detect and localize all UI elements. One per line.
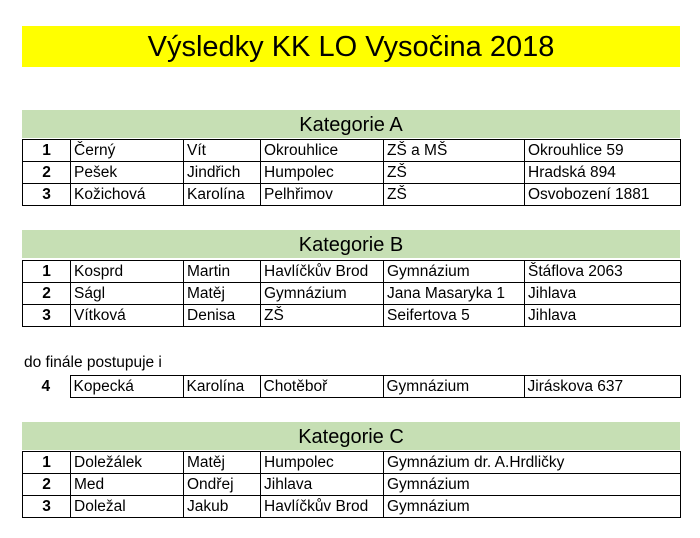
name-cell: Karolína bbox=[184, 184, 261, 206]
surname-cell: Kožichová bbox=[71, 184, 184, 206]
address-cell: Jihlava bbox=[525, 305, 681, 327]
rank-cell: 1 bbox=[23, 261, 71, 283]
name-cell: Vít bbox=[184, 140, 261, 162]
surname-cell: Kosprd bbox=[71, 261, 184, 283]
city-cell: Humpolec bbox=[261, 162, 384, 184]
city-cell: Humpolec bbox=[261, 452, 384, 474]
finals-note: do finále postupuje i bbox=[24, 354, 162, 371]
table-row bbox=[22, 376, 680, 398]
surname-cell: Kopecká bbox=[70, 376, 183, 398]
school-cell: Gymnázium dr. A.Hrdličky bbox=[384, 452, 681, 474]
city-cell: Jihlava bbox=[261, 474, 384, 496]
surname-cell: Ságl bbox=[71, 283, 184, 305]
rank-cell: 2 bbox=[23, 474, 71, 496]
category-c-heading: Kategorie C bbox=[22, 422, 680, 450]
city-cell: Okrouhlice bbox=[261, 140, 384, 162]
school-cell: Gymnázium bbox=[383, 376, 524, 398]
rank-cell: 1 bbox=[23, 140, 71, 162]
category-a-table bbox=[22, 139, 681, 206]
category-b-heading: Kategorie B bbox=[22, 230, 680, 258]
rank-cell: 3 bbox=[23, 184, 71, 206]
city-cell: Havlíčkův Brod bbox=[261, 261, 384, 283]
rank-cell: 3 bbox=[23, 305, 71, 327]
table-row bbox=[23, 261, 681, 283]
table-row bbox=[23, 184, 681, 206]
school-cell: Gymnázium bbox=[384, 496, 681, 518]
school-cell: Gymnázium bbox=[384, 474, 681, 496]
surname-cell: Černý bbox=[71, 140, 184, 162]
name-cell: Denisa bbox=[184, 305, 261, 327]
name-cell: Matěj bbox=[184, 283, 261, 305]
name-cell: Matěj bbox=[184, 452, 261, 474]
rank-cell: 3 bbox=[23, 496, 71, 518]
surname-cell: Pešek bbox=[71, 162, 184, 184]
school-cell: ZŠ bbox=[384, 184, 525, 206]
school-cell: ZŠ a MŠ bbox=[384, 140, 525, 162]
table-row bbox=[23, 162, 681, 184]
table-row bbox=[23, 452, 681, 474]
rank-cell: 2 bbox=[23, 283, 71, 305]
address-cell: Osvobození 1881 bbox=[525, 184, 681, 206]
table-row bbox=[23, 496, 681, 518]
address-cell: Jiráskova 637 bbox=[524, 376, 680, 398]
name-cell: Jindřich bbox=[184, 162, 261, 184]
name-cell: Ondřej bbox=[184, 474, 261, 496]
category-b-table bbox=[22, 260, 681, 327]
rank-cell: 4 bbox=[22, 376, 70, 398]
city-cell: Pelhřimov bbox=[261, 184, 384, 206]
surname-cell: Doležálek bbox=[71, 452, 184, 474]
category-c-table bbox=[22, 451, 681, 518]
surname-cell: Med bbox=[71, 474, 184, 496]
table-row bbox=[23, 283, 681, 305]
address-cell: Hradská 894 bbox=[525, 162, 681, 184]
school-cell: Seifertova 5 bbox=[384, 305, 525, 327]
rank-cell: 2 bbox=[23, 162, 71, 184]
table-row bbox=[23, 140, 681, 162]
name-cell: Martin bbox=[184, 261, 261, 283]
address-cell: Okrouhlice 59 bbox=[525, 140, 681, 162]
page-title: Výsledky KK LO Vysočina 2018 bbox=[22, 26, 680, 67]
city-cell: Gymnázium bbox=[261, 283, 384, 305]
school-cell: ZŠ bbox=[384, 162, 525, 184]
city-cell: ZŠ bbox=[261, 305, 384, 327]
surname-cell: Vítková bbox=[71, 305, 184, 327]
city-cell: Chotěboř bbox=[260, 376, 383, 398]
table-row bbox=[23, 305, 681, 327]
school-cell: Gymnázium bbox=[384, 261, 525, 283]
name-cell: Karolína bbox=[183, 376, 260, 398]
surname-cell: Doležal bbox=[71, 496, 184, 518]
table-row bbox=[23, 474, 681, 496]
rank-cell: 1 bbox=[23, 452, 71, 474]
name-cell: Jakub bbox=[184, 496, 261, 518]
school-cell: Jana Masaryka 1 bbox=[384, 283, 525, 305]
finals-extra-table bbox=[22, 375, 681, 398]
city-cell: Havlíčkův Brod bbox=[261, 496, 384, 518]
address-cell: Jihlava bbox=[525, 283, 681, 305]
category-a-heading: Kategorie A bbox=[22, 110, 680, 138]
address-cell: Štáflova 2063 bbox=[525, 261, 681, 283]
